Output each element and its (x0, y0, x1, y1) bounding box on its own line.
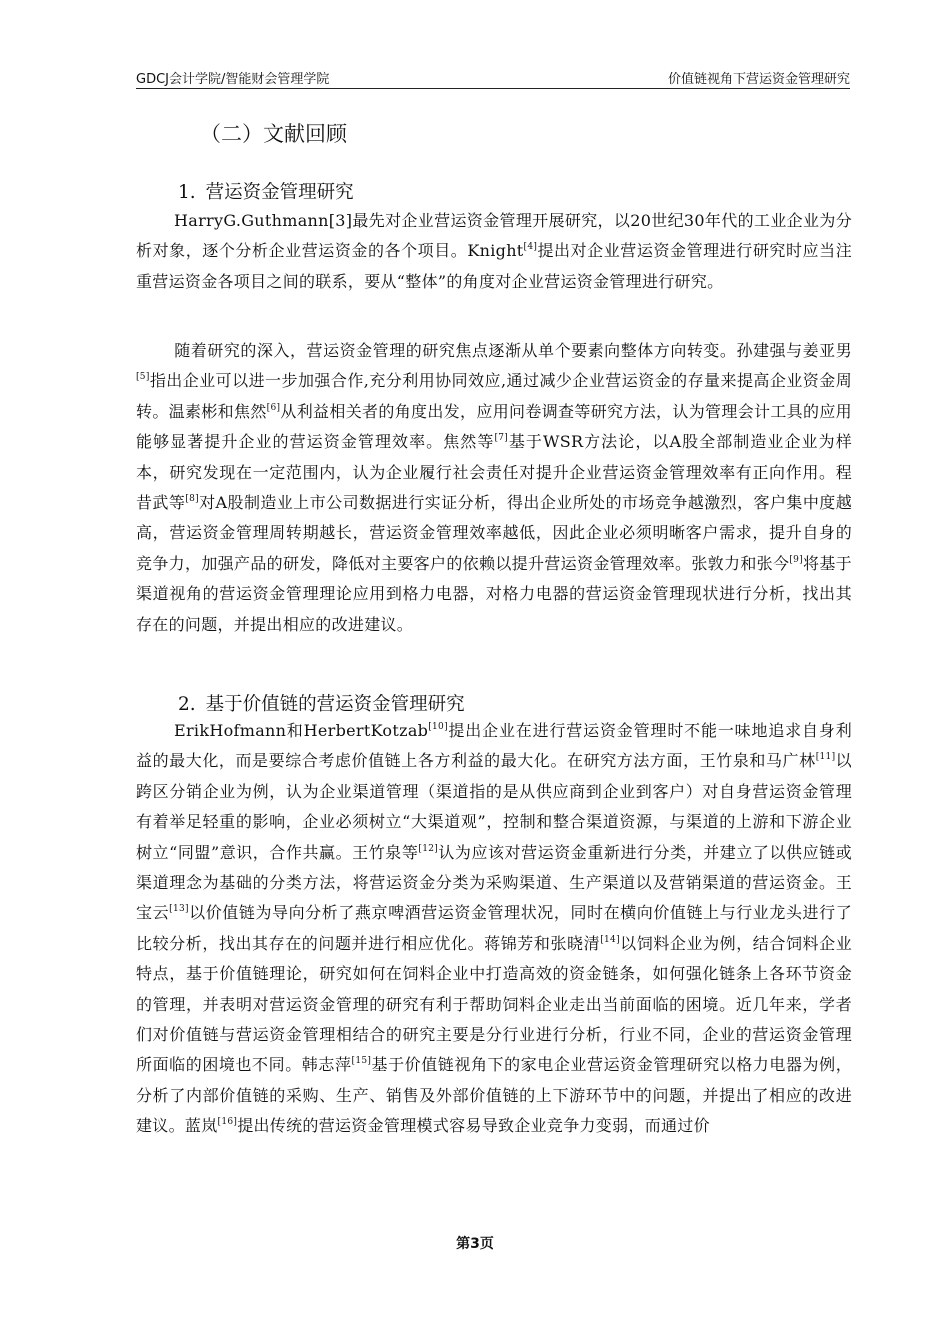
subsection-title-2 (178, 690, 465, 716)
citation: [12] (418, 843, 439, 854)
paragraph-1 (136, 206, 852, 297)
paragraph-text: 随着研究的深入，营运资金管理的研究焦点逐渐从单个要素向整体方向转变。孙建强与姜亚男 (174, 341, 852, 360)
paragraph-text: 基于价值链视角下的家电企业营运资金管理研究以格力电器为例，分析了内部价值链的采购、生产、销售及外部价值链的上下游环节中的问题，并提出了相应的改进建议。蓝岚 (136, 1055, 853, 1136)
subsection-title-1 (178, 178, 354, 204)
paragraph-text: 认为应该对营运资金重新进行分类，并建立了以供应链或渠道理念为基础的分类方法，将营运资金分类为采购渠道、生产渠道以及营销渠道的营运资金。王宝云 (136, 842, 852, 923)
citation: [6] (266, 402, 281, 413)
citation: [14] (600, 934, 620, 945)
subsection-heading: 基于价值链的营运资金管理研究 (205, 694, 465, 715)
paragraph-text: HarryG.Guthmann[3]最先对企业营运资金管理开展研究，以20世纪30年代的工业企业为分析对象，逐个分析企业营运资金的各个项目。Knight (136, 211, 852, 261)
citation: [7] (494, 433, 509, 444)
subsection-number: 2. (178, 694, 196, 715)
subsection-heading: 营运资金管理研究 (205, 182, 354, 203)
page-number: 第3页 (456, 1236, 494, 1252)
paragraph-text: 指出企业可以进一步加强合作,充分利用协同效应,通过减少企业营运资金的存量来提高企业资金周转。温素彬和焦然 (136, 371, 852, 421)
citation: [15] (351, 1056, 372, 1067)
paragraph-text: 提出对企业营运资金管理进行研究时应当注重营运资金各项目之间的联系，要从“整体”的角度对企业营运资金管理进行研究。 (136, 241, 852, 291)
paragraph-3 (136, 716, 852, 1142)
paragraph-text: 从利益相关者的角度出发，应用问卷调查等研究方法，认为管理会计工具的应用能够显著提升企业的营运资金管理效率。焦然等 (136, 401, 852, 452)
page-header (136, 66, 850, 89)
header-thesis-title: 价值链视角下营运资金管理研究 (667, 72, 850, 87)
citation: [8] (185, 494, 199, 505)
paragraph-text: ErikHofmann和HerbertKotzab (174, 721, 429, 740)
paragraph-2 (136, 336, 852, 640)
subsection-number: 1. (178, 182, 196, 203)
citation: [11] (815, 752, 836, 763)
citation: [16] (217, 1117, 238, 1128)
citation: [10] (428, 722, 448, 732)
header-school: GDCJ会计学院/智能财会管理学院 (136, 72, 330, 87)
paragraph-text: 将基于渠道视角的营运资金管理理论应用到格力电器，对格力电器的营运资金管理现状进行分析，找出其存在的问题，并提出相应的改进建议。 (136, 553, 852, 634)
paragraph-text: 对A股制造业上市公司数据进行实证分析，得出企业所处的市场竞争越激烈，客户集中度越高，营运资金管理周转期越长，营运资金管理效率越低，因此企业必须明晰客户需求，提升自身的竞争力，加强产品的研发，降低对主要客户的依赖以提升营运资金管理效率。张敦力和张今 (136, 493, 852, 573)
paragraph-text: 以饲料企业为例，结合饲料企业特点，基于价值链理论，研究如何在饲料企业中打造高效的资金链条，如何强化链条上各环节资金的管理，并表明对营运资金管理的研究有利于帮助饲料企业走出当前面临的困境。近几年来，学者们对价值链与营运资金管理相结合的研究主要是分行业进行分析，行业不同，企业的营运资金管理所面临的困境也不同。韩志萍 (136, 933, 852, 1075)
paragraph-text: 以跨区分销企业为例，认为企业渠道管理（渠道指的是从供应商到企业到客户）对自身营运资金管理有着举足轻重的影响，企业必须树立“大渠道观”，控制和整合渠道资源，与渠道的上游和下游企业树立“同盟”意识，合作共赢。王竹泉等 (136, 751, 852, 862)
paragraph-text: 基于WSR方法论，以A股全部制造业企业为样本，研究发现在一定范围内，认为企业履行社会责任对提升企业营运资金管理效率有正向作用。程昔武等 (136, 432, 852, 513)
paragraph-text: 以价值链为导向分析了燕京啤酒营运资金管理状况，同时在横向价值链上与行业龙头进行了比较分析，找出其存在的问题并进行相应优化。蒋锦芳和张晓清 (136, 903, 852, 953)
citation: [9] (789, 554, 803, 565)
citation: [13] (169, 904, 189, 915)
section-title: （二）文献回顾 (200, 122, 347, 146)
citation: [5] (136, 372, 150, 383)
citation: [4] (523, 242, 538, 253)
paragraph-text: 提出传统的营运资金管理模式容易导致企业竞争力变弱，而通过价 (237, 1116, 710, 1136)
paragraph-text: 提出企业在进行营运资金管理时不能一味地追求自身利益的最大化，而是要综合考虑价值链上各方利益的最大化。在研究方法方面，王竹泉和马广林 (136, 721, 852, 771)
